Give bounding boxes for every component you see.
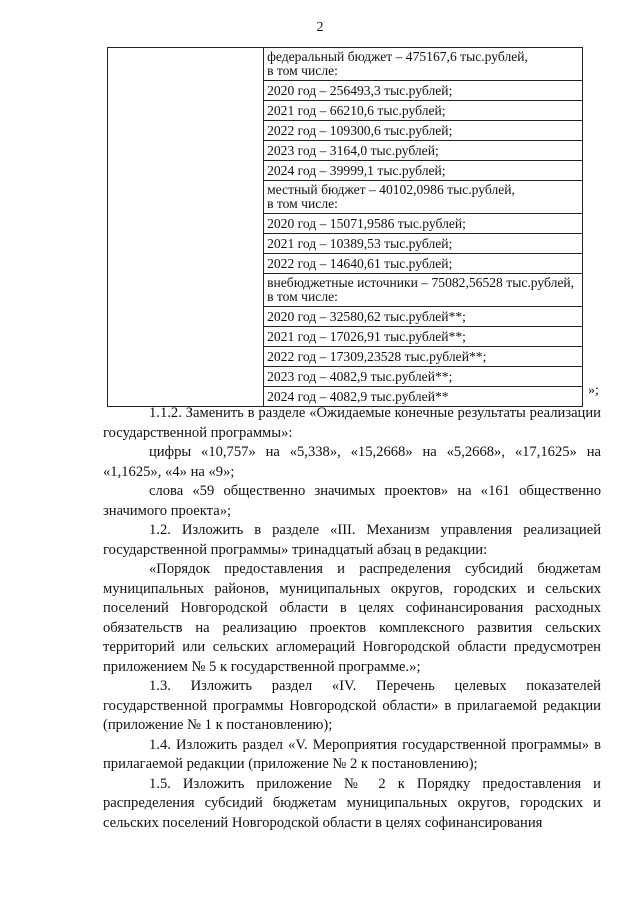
- budget-line-part: в том числе:: [267, 289, 338, 304]
- budget-line: 2020 год – 15071,9586 тыс.рублей;: [264, 214, 582, 234]
- budget-line: 2023 год – 4082,9 тыс.рублей**;: [264, 367, 582, 387]
- budget-line: [264, 181, 582, 214]
- table-content-cell: [264, 48, 583, 407]
- paragraph: 1.4. Изложить раздел «V. Мероприятия государственной программы» в прилагаемой редакции (приложение № 2 к постановлению);: [103, 736, 601, 772]
- body-text: [103, 404, 601, 833]
- budget-lines: [264, 48, 582, 406]
- budget-line-part: федеральный бюджет – 475167,6 тыс.рублей,: [267, 49, 528, 64]
- budget-line-part: внебюджетные источники – 75082,56528 тыс.рублей,: [267, 275, 575, 290]
- table-empty-cell: [108, 48, 264, 407]
- budget-line-part: в том числе:: [267, 63, 338, 78]
- budget-line: [264, 274, 582, 307]
- paragraph: слова «59 общественно значимых проектов» на «161 общественно значимого проекта»;: [103, 483, 601, 519]
- paragraph: 1.3. Изложить раздел «IV. Перечень целевых показателей государственной программы Новгородской области» в прилагаемой редакции (приложение № 1 к постановлению);: [103, 678, 601, 733]
- budget-line: 2022 год – 14640,61 тыс.рублей;: [264, 254, 582, 274]
- budget-table: [107, 47, 583, 407]
- paragraph: 1.2. Изложить в разделе «III. Механизм управления реализацией государственной программы» тринадцатый абзац в редакции:: [103, 522, 601, 558]
- budget-line: 2021 год – 10389,53 тыс.рублей;: [264, 234, 582, 254]
- paragraph: 1.1.2. Заменить в разделе «Ожидаемые конечные результаты реализации государственной программы»:: [103, 405, 601, 441]
- budget-line: 2024 год – 4082,9 тыс.рублей**: [267, 389, 449, 404]
- budget-line: 2023 год – 3164,0 тыс.рублей;: [264, 141, 582, 161]
- budget-line: 2021 год – 66210,6 тыс.рублей;: [264, 101, 582, 121]
- paragraph: «Порядок предоставления и распределения субсидий бюджетам муниципальных районов, муниципальных округов, городских и сельских поселений Новгородской области в целях софинансирования расходных обязательств на реализацию проектов комплексного развития сельских территорий или сельских агломераций Новгородской области предусмотрен приложением № 5 к государственной программе.»;: [103, 561, 601, 675]
- paragraph: 1.5. Изложить приложение № 2 к Порядку предоставления и распределения субсидий бюджетам муниципальных округов, городских и сельских поселений Новгородской области в целях софинансирования: [103, 775, 601, 831]
- budget-line: 2020 год – 32580,62 тыс.рублей**;: [264, 307, 582, 327]
- budget-line: 2024 год – 39999,1 тыс.рублей;: [264, 161, 582, 181]
- table-closing-quote: »;: [588, 383, 599, 398]
- page-number: 2: [316, 20, 324, 35]
- paragraph: цифры «10,757» на «5,338», «15,2668» на «5,2668», «17,1625» на «1,1625», «4» на «9»;: [103, 444, 601, 480]
- budget-line-part: в том числе:: [267, 196, 338, 211]
- budget-line-part: местный бюджет – 40102,0986 тыс.рублей,: [267, 182, 515, 197]
- budget-line: 2022 год – 17309,23528 тыс.рублей**;: [264, 347, 582, 367]
- budget-line: 2021 год – 17026,91 тыс.рублей**;: [264, 327, 582, 347]
- budget-line: [264, 48, 582, 81]
- budget-line: 2020 год – 256493,3 тыс.рублей;: [264, 81, 582, 101]
- budget-line: 2022 год – 109300,6 тыс.рублей;: [264, 121, 582, 141]
